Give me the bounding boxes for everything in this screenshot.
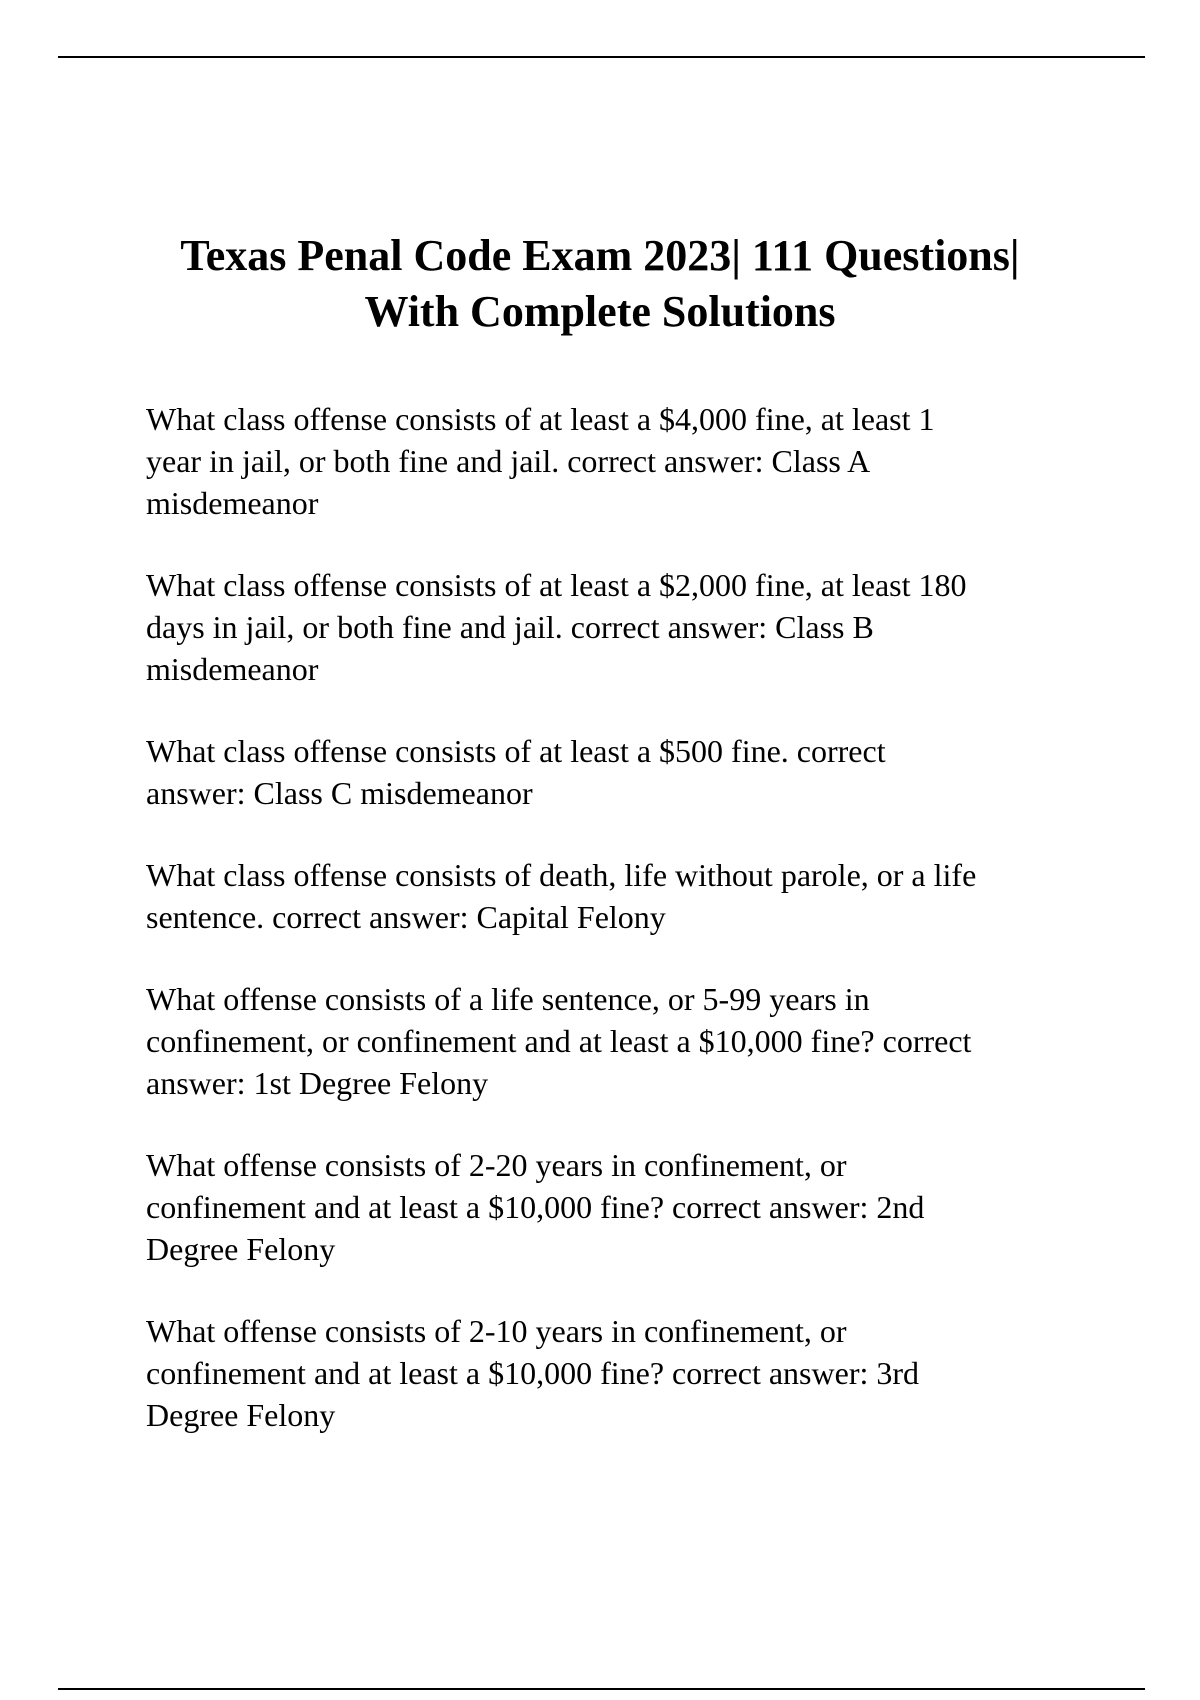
- question-line: answer: 1st Degree Felony: [146, 1065, 489, 1101]
- question-line: answer: Class C misdemeanor: [146, 775, 533, 811]
- title-line: Texas Penal Code Exam 2023| 111 Questions|: [180, 231, 1020, 280]
- question-line: What class offense consists of death, life without parole, or a life: [146, 857, 977, 893]
- question-item: [146, 854, 1106, 938]
- question-line: Degree Felony: [146, 1397, 336, 1433]
- question-line: What offense consists of 2-10 years in confinement, or: [146, 1313, 847, 1349]
- footer-rule: [58, 1688, 1145, 1690]
- question-item: [146, 730, 1106, 814]
- question-line: days in jail, or both fine and jail. correct answer: Class B: [146, 609, 874, 645]
- question-line: Degree Felony: [146, 1231, 336, 1267]
- question-line: misdemeanor: [146, 485, 319, 521]
- question-line: What class offense consists of at least a $500 fine. correct: [146, 733, 886, 769]
- document-title: [120, 228, 1080, 340]
- title-line: With Complete Solutions: [364, 287, 836, 336]
- question-item: [146, 398, 1106, 524]
- question-line: What offense consists of a life sentence, or 5-99 years in: [146, 981, 870, 1017]
- question-item: [146, 1310, 1106, 1436]
- question-line: What class offense consists of at least a $4,000 fine, at least 1: [146, 401, 935, 437]
- question-line: confinement and at least a $10,000 fine? correct answer: 3rd: [146, 1355, 920, 1391]
- question-line: confinement and at least a $10,000 fine? correct answer: 2nd: [146, 1189, 925, 1225]
- question-item: [146, 978, 1106, 1104]
- question-line: What class offense consists of at least a $2,000 fine, at least 180: [146, 567, 967, 603]
- question-line: confinement, or confinement and at least a $10,000 fine? correct: [146, 1023, 972, 1059]
- question-line: What offense consists of 2-20 years in confinement, or: [146, 1147, 847, 1183]
- question-list: [146, 398, 1106, 1476]
- header-rule: [58, 56, 1145, 58]
- question-line: year in jail, or both fine and jail. correct answer: Class A: [146, 443, 871, 479]
- question-item: [146, 1144, 1106, 1270]
- question-line: misdemeanor: [146, 651, 319, 687]
- question-line: sentence. correct answer: Capital Felony: [146, 899, 666, 935]
- question-item: [146, 564, 1106, 690]
